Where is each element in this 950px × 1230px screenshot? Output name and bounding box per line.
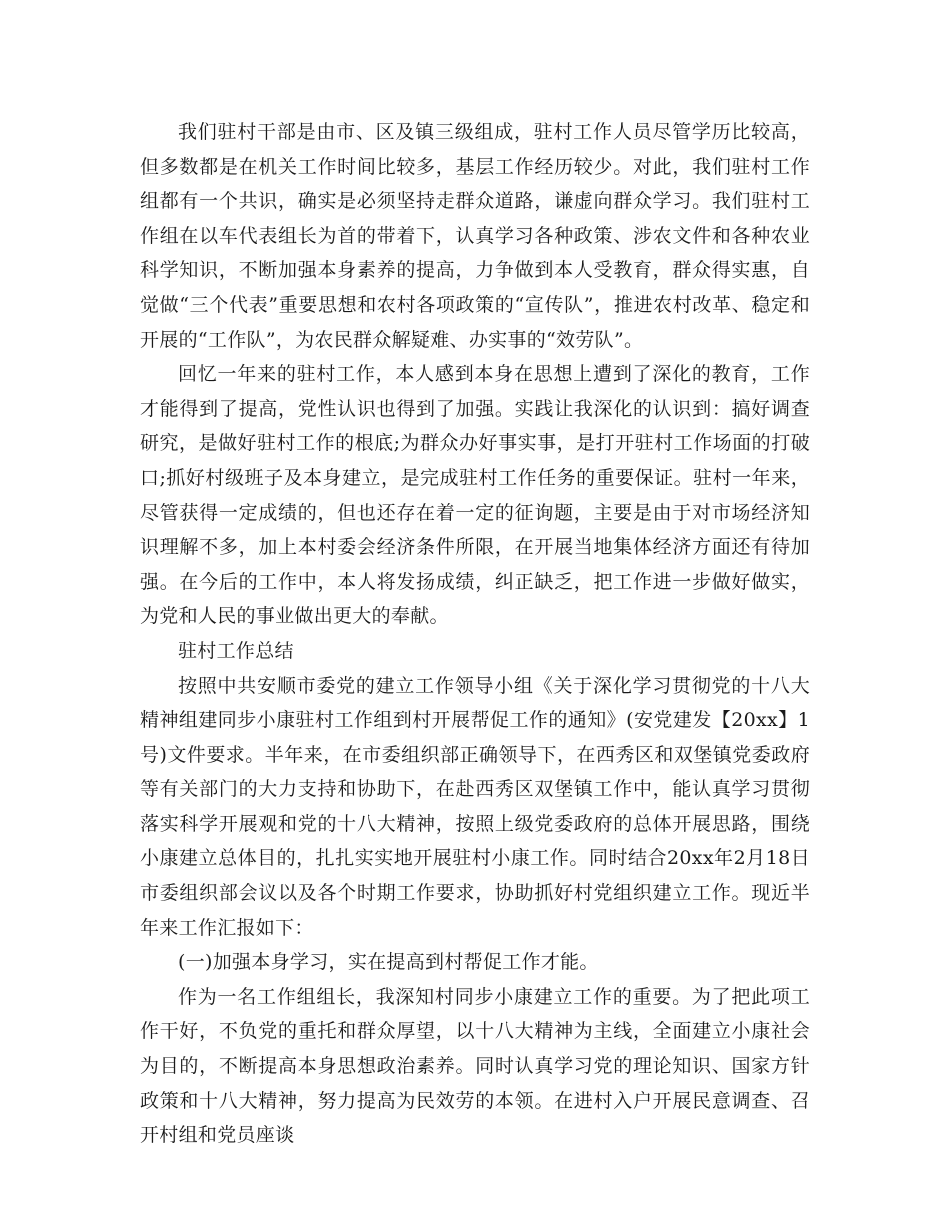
- subsection-heading: (一)加强本身学习，实在提高到村帮促工作才能。: [178, 951, 599, 974]
- body-paragraph: 按照中共安顺市委党的建立工作领导小组《关于深化学习贯彻党的十八大精神组建同步小康驻村工作组到村开展帮促工作的通知》(安党建发【20xx】1号)文件要求。半年来，在市委组织部正确领导下，在西秀区和双堡镇党委政府等有关部门的大力支持和协助下，在赴西秀区双堡镇工作中，能认真学习贯彻落实科学开展观和党的十八大精神，按照上级党委政府的总体开展思路，围绕小康建立总体目的，扎扎实实地开展驻村小康工作。同时结合20xx年2月18日市委组织部会议以及各个时期工作要求，协助抓好村党组织建立工作。现近半年来工作汇报如下：: [140, 674, 810, 939]
- body-paragraph: 回忆一年来的驻村工作，本人感到本身在思想上遭到了深化的教育，工作才能得到了提高，党性认识也得到了加强。实践让我深化的认识到：搞好调查研究，是做好驻村工作的根底;为群众办好事实事，是打开驻村工作场面的打破口;抓好村级班子及本身建立，是完成驻村工作任务的重要保证。驻村一年来，尽管获得一定成绩的，但也还存在着一定的征询题，主要是由于对市场经济知识理解不多，加上本村委会经济条件所限，在开展当地集体经济方面还有待加强。在今后的工作中，本人将发扬成绩，纠正缺乏，把工作进一步做好做实，为党和人民的事业做出更大的奉献。: [140, 363, 810, 628]
- section-heading: 驻村工作总结: [178, 639, 294, 662]
- document-body: [140, 115, 810, 1153]
- body-paragraph: 我们驻村干部是由市、区及镇三级组成，驻村工作人员尽管学历比较高，但多数都是在机关工作时间比较多，基层工作经历较少。对此，我们驻村工作组都有一个共识，确实是必须坚持走群众道路，谦虚向群众学习。我们驻村工作组在以车代表组长为首的带着下，认真学习各种政策、涉农文件和各种农业科学知识，不断加强本身素养的提高，力争做到本人受教育，群众得实惠，自觉做“三个代表”重要思想和农村各项政策的“宣传队”，推进农村改革、稳定和开展的“工作队”，为农民群众解疑难、办实事的“效劳队”。: [140, 121, 810, 351]
- body-paragraph: 作为一名工作组组长，我深知村同步小康建立工作的重要。为了把此项工作干好，不负党的重托和群众厚望，以十八大精神为主线，全面建立小康社会为目的，不断提高本身思想政治素养。同时认真学习党的理论知识、国家方针政策和十八大精神，努力提高为民效劳的本领。在进村入户开展民意调查、召开村组和党员座谈: [140, 985, 810, 1147]
